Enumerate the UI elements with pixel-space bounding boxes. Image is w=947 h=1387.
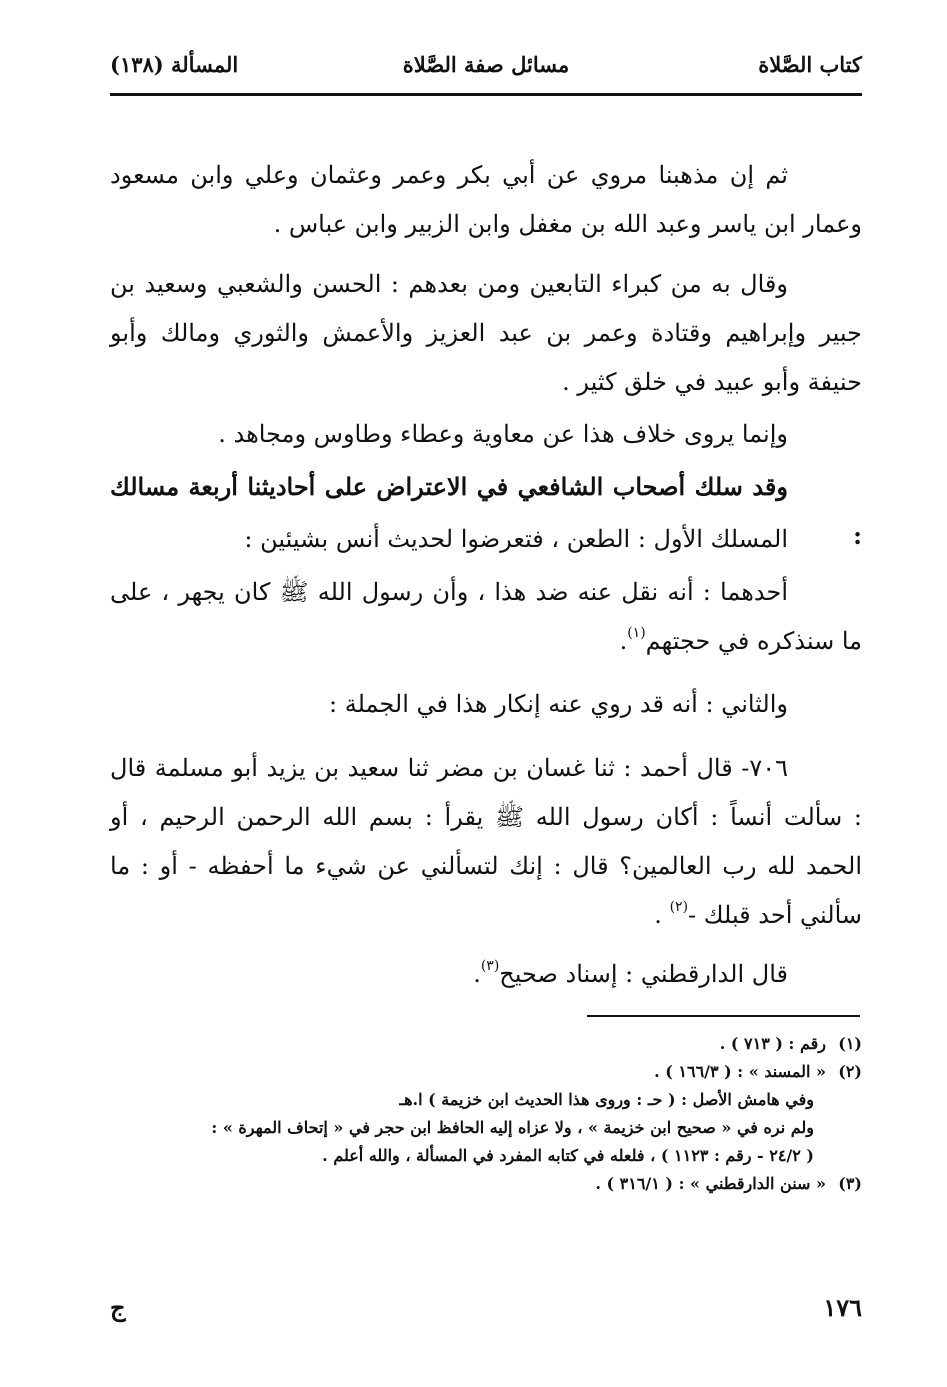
paragraph-hadith-706 bbox=[110, 744, 862, 940]
paragraph-text: وقال به من كبراء التابعين ومن بعدهم : الحسن والشعبي وسعيد بن جبير وإبراهيم وقتادة وعمر بن عبد العزيز والأعمش والثوري ومالك وأبو حنيفة وأبو عبيد في خلق كثير . bbox=[110, 270, 862, 396]
paragraph-second-point bbox=[110, 680, 862, 729]
footnote-2 bbox=[110, 1058, 862, 1086]
footnote-2-comment-cont bbox=[110, 1142, 862, 1170]
footnote-number: (٢) bbox=[838, 1062, 862, 1081]
footnote-ref-3[interactable]: (٣) bbox=[480, 958, 500, 974]
header-book-title: كتاب الصَّلاة bbox=[758, 52, 862, 77]
footnote-text: « المسند » : ( ١٦٦/٣ ) . bbox=[654, 1062, 826, 1081]
header-issue-number: المسألة (١٣٨) bbox=[110, 52, 239, 77]
footnote-1 bbox=[110, 1030, 862, 1058]
paragraph-daraqutni bbox=[110, 950, 862, 999]
paragraph-text: والثاني : أنه قد روي عنه إنكار هذا في الجملة : bbox=[328, 690, 788, 718]
footnote-2-comment bbox=[110, 1114, 862, 1142]
footnote-3 bbox=[110, 1170, 862, 1198]
paragraph-first-method bbox=[110, 515, 862, 564]
header-chapter-title: مسائل صفة الصَّلاة bbox=[402, 52, 570, 77]
paragraph-successors bbox=[110, 260, 862, 407]
paragraph-text: قال الدارقطني : إسناد صحيح bbox=[499, 960, 788, 988]
paragraph-first-point bbox=[110, 568, 862, 666]
footnote-text: « سنن الدارقطني » : ( ٣١٦/١ ) . bbox=[595, 1174, 826, 1193]
footnote-2-margin-note bbox=[110, 1086, 862, 1114]
paragraph-end: . bbox=[473, 960, 481, 988]
page-number: ١٧٦ bbox=[823, 1293, 862, 1322]
footnote-ref-1[interactable]: (١) bbox=[627, 625, 646, 641]
paragraph-text: وإنما يروى خلاف هذا عن معاوية وعطاء وطاوس ومجاهد . bbox=[218, 420, 788, 448]
paragraph-text: وقد سلك أصحاب الشافعي في الاعتراض على أحاديثنا أربعة مسالك : bbox=[110, 472, 862, 550]
footnote-divider bbox=[587, 1015, 860, 1017]
footnote-text: وفي هامش الأصل : ( حـ : وروى هذا الحديث ابن خزيمة ) ا.هـ bbox=[399, 1090, 814, 1109]
paragraph-text: ثم إن مذهبنا مروي عن أبي بكر وعمر وعثمان وعلي وابن مسعود وعمار ابن ياسر وعبد الله بن مغفل وابن الزبير وابن عباس . bbox=[110, 161, 862, 238]
paragraph-companions bbox=[110, 151, 862, 249]
footnote-ref-2[interactable]: (٢) bbox=[669, 899, 689, 915]
paragraph-end: . bbox=[654, 901, 670, 929]
footnotes bbox=[110, 1030, 862, 1198]
footnote-number: (٣) bbox=[838, 1174, 862, 1193]
paragraph-dissent bbox=[110, 410, 862, 459]
page-footer bbox=[110, 1293, 862, 1333]
paragraph-end: . bbox=[619, 627, 628, 655]
paragraph-text: المسلك الأول : الطعن ، فتعرضوا لحديث أنس بشيئين : bbox=[244, 525, 788, 553]
footnote-text: ولم نره في « صحيح ابن خزيمة » ، ولا عزاه إليه الحافظ ابن حجر في « إتحاف المهرة » : bbox=[211, 1118, 814, 1137]
signature-mark: ج bbox=[110, 1293, 126, 1322]
running-header bbox=[110, 52, 862, 92]
paragraph-text: ٧٠٦- قال أحمد : ثنا غسان بن مضر ثنا سعيد بن يزيد أبو مسلمة قال : سألت أنساً : أكان رسول الله ﷺ يقرأ : بسم الله الرحمن الرحيم ، أو الحمد لله رب العالمين؟ قال : إنك لتسألني عن شيء ما أحفظه - أو : ما سألني أحد قبلك - bbox=[110, 754, 862, 929]
header-divider bbox=[110, 93, 862, 96]
footnote-text: ( ٢٤/٢ - رقم : ١١٢٣ ) ، فلعله في كتابه المفرد في المسألة ، والله أعلم . bbox=[322, 1146, 814, 1165]
footnote-number: (١) bbox=[838, 1034, 862, 1053]
paragraph-text: أحدهما : أنه نقل عنه ضد هذا ، وأن رسول الله ﷺ كان يجهر ، على ما سنذكره في حجتهم bbox=[110, 578, 862, 655]
footnote-text: رقم : ( ٧١٣ ) . bbox=[719, 1034, 826, 1053]
